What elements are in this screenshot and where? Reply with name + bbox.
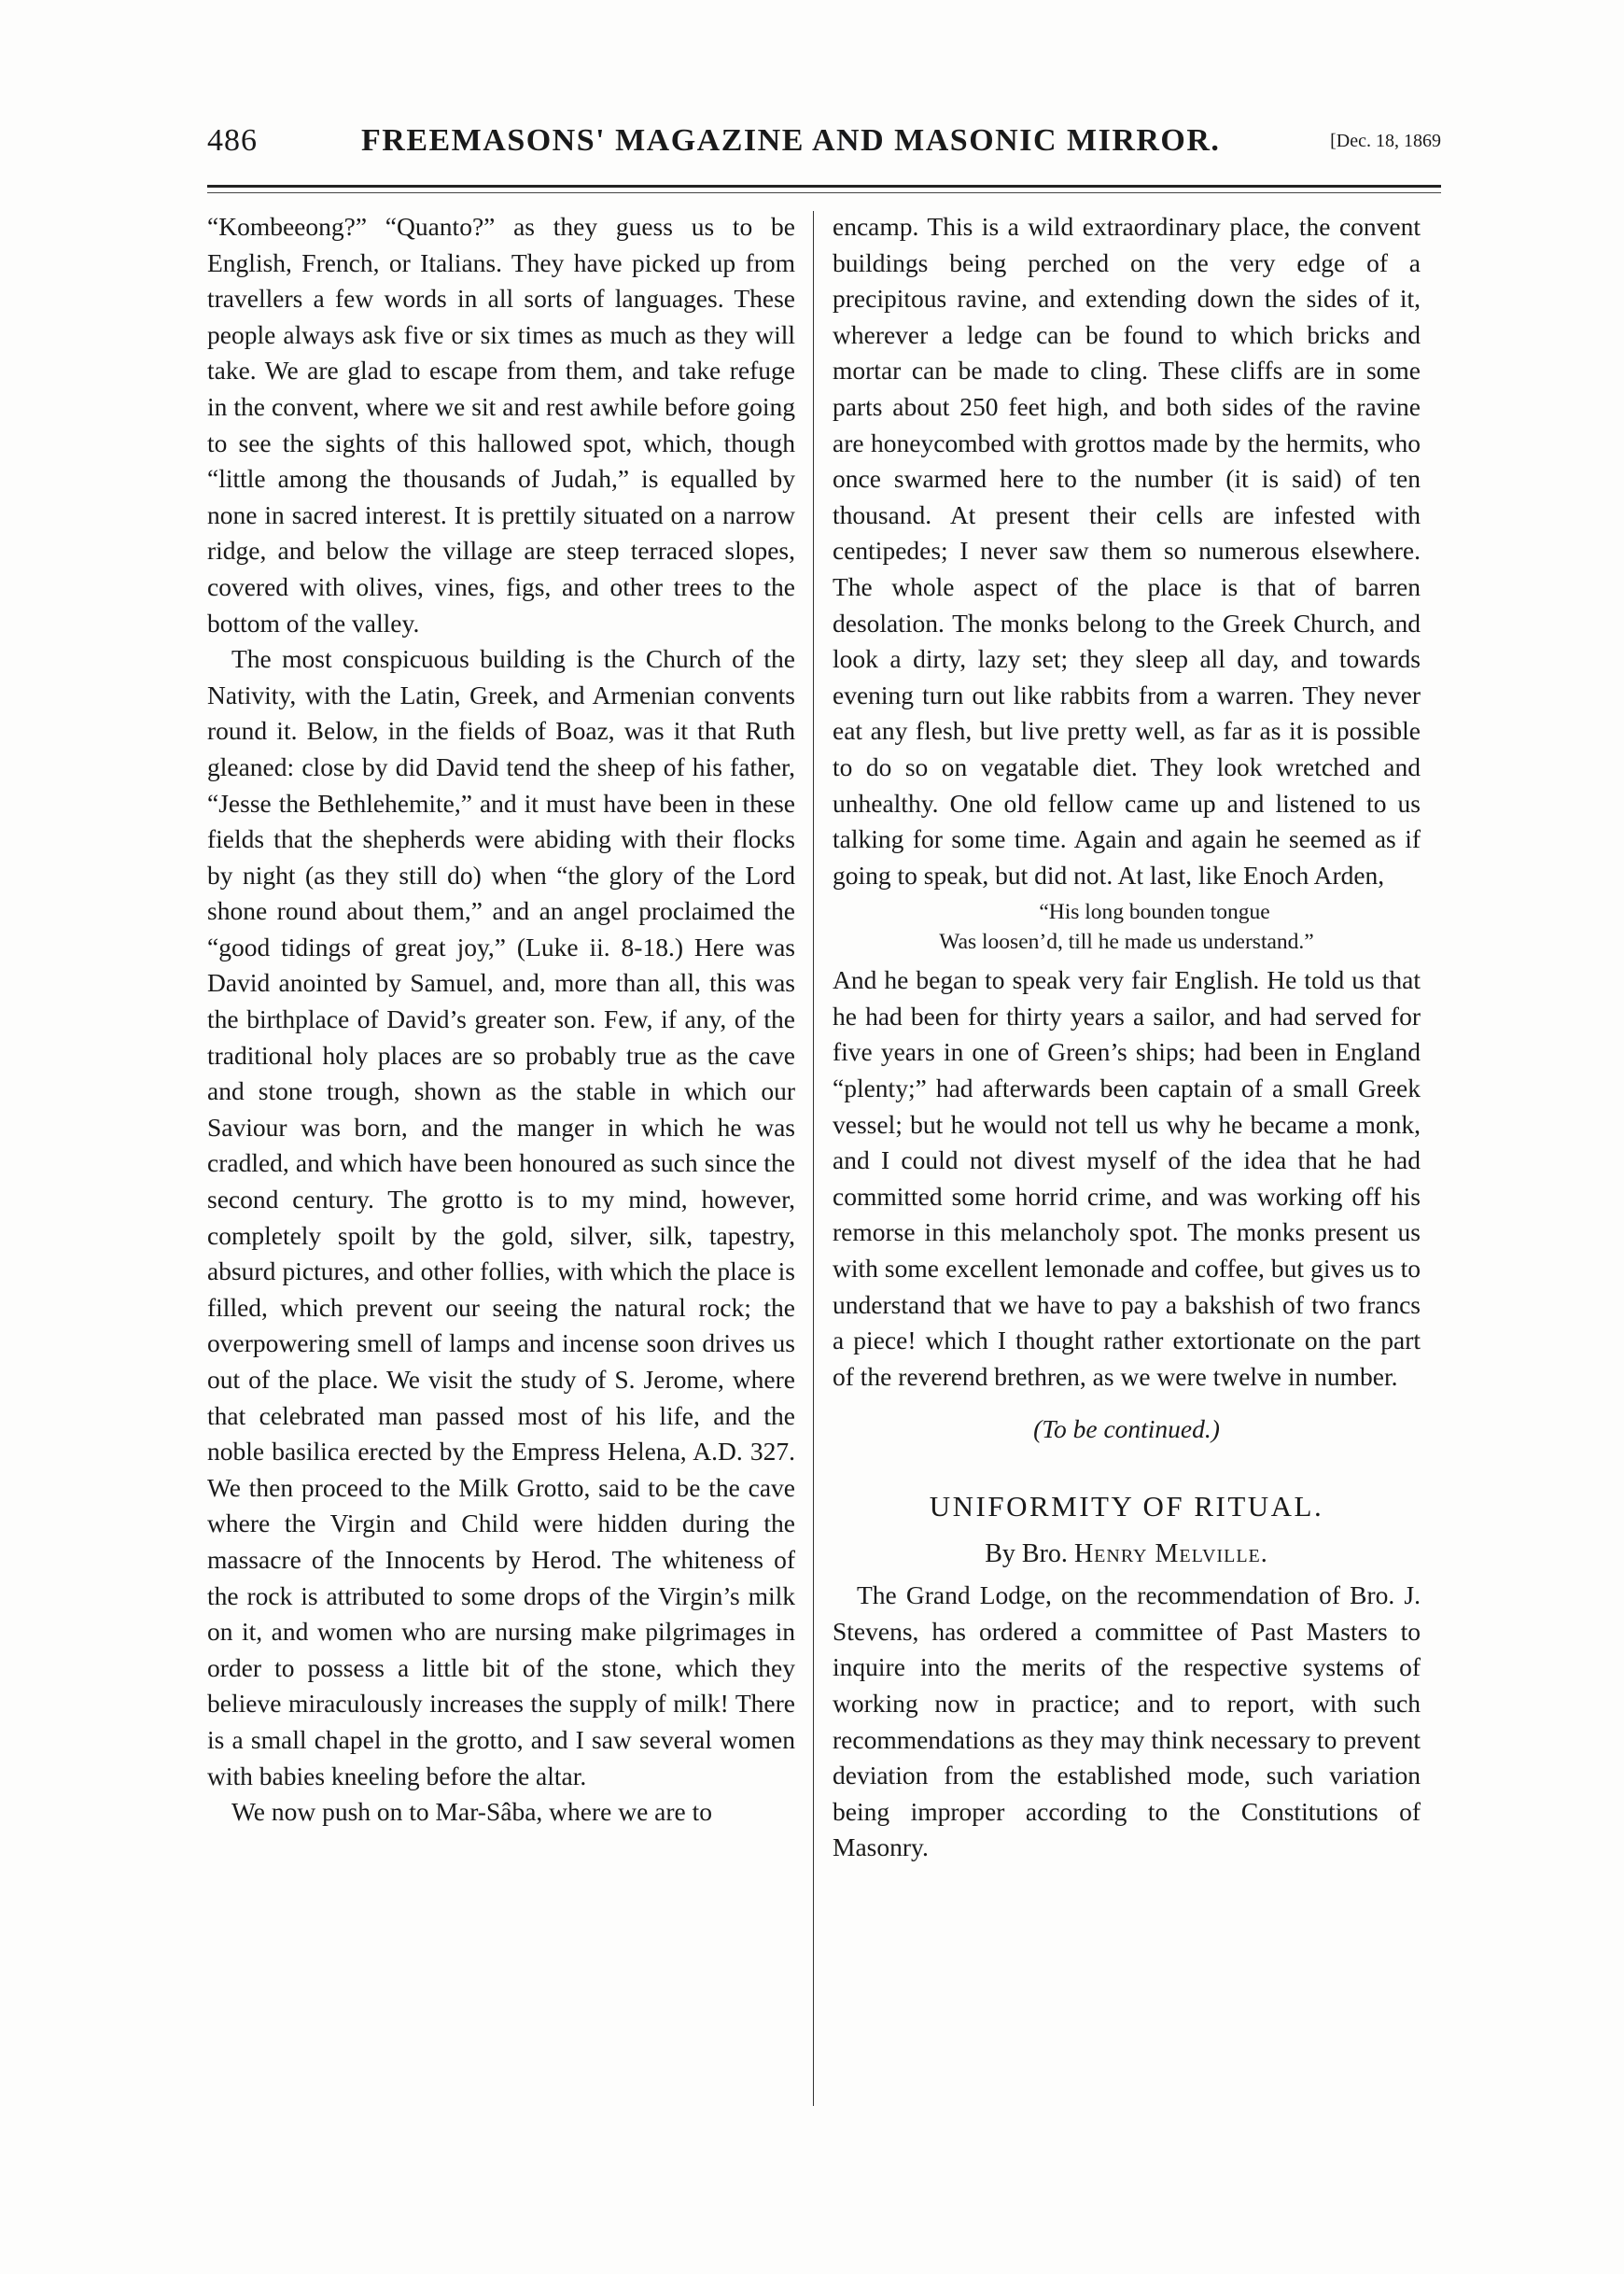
header-rule — [207, 185, 1441, 188]
header-rule-thin — [207, 192, 1441, 193]
article-paragraph: We now push on to Mar-Sâba, where we are to — [231, 1797, 712, 1827]
continued-note: (To be continued.) — [1033, 1414, 1220, 1444]
right-column — [833, 209, 1421, 1866]
page-header — [207, 123, 1441, 170]
verse-quote — [833, 897, 1421, 957]
masthead-title: FREEMASONS' MAGAZINE AND MASONIC MIRROR. — [361, 123, 1221, 158]
article-paragraph: And he began to speak very fair English. He told us that he had been for thirty years a sailor, and had served for five years in one of Green’s ships; had been in England “plenty;” had afterwards been captain of a small Greek vessel; but he would not tell us why he became a monk, and I could not divest myself of the idea that he had committed some horrid crime, and was working off his remorse in this melancholy spot. The monks present us with some excellent lemonade and coffee, but gives us to understand that we have to pay a bakshish of two francs a piece! which I thought rather extortionate on the part of the reverend brethren, as we were twelve in number. — [833, 965, 1421, 1391]
left-column — [207, 209, 795, 1831]
article-paragraph: “Kombeeong?” “Quanto?” as they guess us to be English, French, or Italians. They have picked up from travellers a few words in all sorts of languages. These people always ask five or six times as much as they will take. We are glad to escape from them, and take refuge in the convent, where we sit and rest awhile before going to see the sights of this hallowed spot, which, though “little among the thousands of Judah,” is equalled by none in sacred interest. It is prettily situated on a narrow ridge, and below the village are steep terraced slopes, covered with olives, vines, figs, and other trees to the bottom of the valley. — [207, 212, 795, 638]
article-paragraph: encamp. This is a wild extraordinary place, the convent buildings being perched on the very edge of a precipitous ravine, and extending down the sides of it, wherever a ledge can be found to which bricks and mortar can be made to cling. These cliffs are in some parts about 250 feet high, and both sides of the ravine are honeycombed with grottos made by the hermits, who once swarmed here to the number (it is said) of ten thousand. At present their cells are infested with centipedes; I never saw them so numerous elsewhere. The whole aspect of the place is that of barren desolation. The monks belong to the Greek Church, and look a dirty, lazy set; they sleep all day, and towards evening turn out like rabbits from a warren. They never eat any flesh, but live pretty well, as far as it is possible to do so on vegatable diet. They look wretched and unhealthy. One old fellow came up and listened to us talking for some time. Again and again he seemed as if going to speak, but did not. At last, like Enoch Arden, — [833, 212, 1421, 890]
page-number: 486 — [207, 123, 258, 158]
quote-line: “His long bounden tongue — [1039, 900, 1270, 925]
section-title: UNIFORMITY OF RITUAL. — [929, 1490, 1324, 1523]
issue-date: [Dec. 18, 1869 — [1330, 131, 1441, 151]
byline-prefix: By Bro. — [985, 1538, 1068, 1568]
article-paragraph: The most conspicuous building is the Church of the Nativity, with the Latin, Greek, and Armenian convents round it. Below, in the fields of Boaz, was it that Ruth gleaned: close by did David tend the sheep of his father, “Jesse the Bethlehemite,” and it must have been in these fields that the shepherds were abiding with their flocks by night (as they still do) when “the glory of the Lord shone round about them,” and an angel proclaimed the “good tidings of great joy,” (Luke ii. 8-18.) Here was David anointed by Samuel, and, more than all, this was the birthplace of David’s greater son. Few, if any, of the traditional holy places are so probably true as the cave and stone trough, shown as the stable in which our Saviour was born, and the manger in which he was cradled, and which have been honoured as such since the second century. The grotto is to my mind, however, completely spoilt by the gold, silver, silk, tapestry, absurd pictures, and other follies, with which the place is filled, which prevent our seeing the natural rock; the overpowering smell of lamps and incense soon drives us out of the place. We visit the study of S. Jerome, where that celebrated man passed most of his life, and the noble basilica erected by the Empress Helena, A.D. 327. We then proceed to the Milk Grotto, said to be the cave where the Virgin and Child were hidden during the massacre of the Innocents by Herod. The whiteness of the rock is attributed to some drops of the Virgin’s milk on it, and women who are nursing make pilgrimages in order to possess a little bit of the stone, which they believe miraculously increases the supply of milk! There is a small chapel in the grotto, and I saw several women with babies kneeling before the altar. — [207, 644, 795, 1790]
byline — [833, 1537, 1421, 1573]
article-paragraph: The Grand Lodge, on the recommendation of Bro. J. Stevens, has ordered a committee of Past Masters to inquire into the merits of the respective systems of working now in practice; and to report, with such recommendations as they may think necessary to prevent deviation from the established mode, such variation being improper according to the Constitutions of Masonry. — [833, 1580, 1421, 1862]
column-divider — [813, 211, 814, 2106]
quote-line: Was loosen’d, till he made us understand.” — [939, 930, 1314, 955]
byline-author: Henry Melville. — [1073, 1538, 1268, 1568]
